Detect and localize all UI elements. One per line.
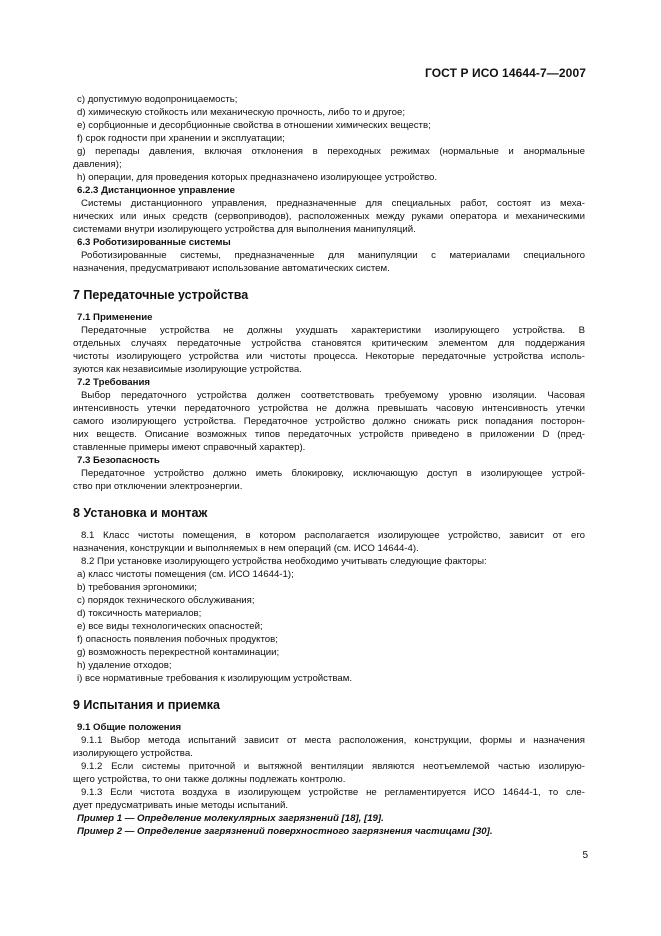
list-item: d) химическую стойкость или механическую прочность, либо то и другое; (77, 107, 406, 118)
list-item: a) класс чистоты помещения (см. ИСО 14644-1); (77, 569, 294, 580)
list-item: h) удаление отходов; (77, 660, 172, 671)
list-item: g) возможность перекрестной контаминации; (77, 647, 280, 658)
list-item: g) перепады давления, включая отклонения в переходных режимах (нормальные и анормальные (77, 146, 585, 157)
paragraph-line: Передаточное устройство должно иметь блокировку, исключающую доступ в изолирующее устрой- (81, 468, 585, 479)
paragraph-line: 8.1 Класс чистоты помещения, в котором располагается изолирующее устройство, зависит от его (81, 530, 585, 541)
paragraph-line: самого изолирующего устройства. Передаточное устройство должно снижать риск попадания посторон- (73, 416, 585, 427)
list-item: c) допустимую водопроницаемость; (77, 94, 238, 105)
list-item: h) операции, для проведения которых предназначено изолирующее устройство. (77, 172, 438, 183)
paragraph-line: Роботизированные системы, предназначенные для манипуляции с материалами специального (81, 250, 585, 261)
paragraph-line: 9.1.1 Выбор метода испытаний зависит от места расположения, конструкции, формы и назначения (81, 735, 585, 746)
paragraph-line: ство при отключении электроэнергии. (73, 481, 243, 492)
paragraph-line: отдельных случаях передаточные устройства становятся критическим элементом для поддержания (73, 338, 585, 349)
subsection-title-9-1: 9.1 Общие положения (77, 722, 182, 733)
paragraph-line: назначения, конструкции и выполняемых в нем операций (см. ИСО 14644-4). (73, 543, 419, 554)
section-title-9: 9 Испытания и приемка (73, 698, 220, 712)
paragraph-line: 8.2 При установке изолирующего устройства необходимо учитывать следующие факторы: (81, 556, 487, 567)
list-item: d) токсичность материалов; (77, 608, 202, 619)
paragraph-line: интенсивность утечки передаточного устройства не должна превышать часовую интенсивность утечки (73, 403, 585, 414)
paragraph-line: зуются как независимые изолирующие устройства. (73, 364, 302, 375)
document-header-id: ГОСТ Р ИСО 14644-7—2007 (424, 66, 586, 80)
subsection-title-6-3: 6.3 Роботизированные системы (77, 237, 231, 248)
example-1: Пример 1 — Определение молекулярных загрязнений [18], [19]. (77, 813, 384, 824)
list-item-continuation: давления); (73, 159, 122, 170)
subsection-title-7-2: 7.2 Требования (77, 377, 150, 388)
paragraph-line: 9.1.2 Если системы приточной и вытяжной вентиляции являются неотъемлемой частью изолирую- (81, 761, 585, 772)
paragraph-line: чистоты изолирующего устройства или чистоты процесса. Некоторые передаточные устройства исполь- (73, 351, 585, 362)
paragraph-line: назначения, предусматривают использование автоматических систем. (73, 263, 390, 274)
paragraph-line: системами внутри изолирующего устройства для выполнения манипуляций. (73, 224, 416, 235)
paragraph-line: дует предусматривать иные методы испытаний. (73, 800, 289, 811)
section-title-8: 8 Установка и монтаж (73, 506, 208, 520)
list-item: f) срок годности при хранении и эксплуатации; (77, 133, 285, 144)
paragraph-line: Выбор передаточного устройства должен соответствовать требуемому уровню изоляции. Часовая (81, 390, 585, 401)
list-item: b) требования эргономики; (77, 582, 197, 593)
subsection-title-6-2-3: 6.2.3 Дистанционное управление (77, 185, 235, 196)
document-body (73, 93, 585, 838)
paragraph-line: изолирующего устройства. (73, 748, 193, 759)
paragraph-line: них веществ. Описание возможных типов передаточных устройств приведено в приложении D (пред- (73, 429, 585, 440)
subsection-title-7-3: 7.3 Безопасность (77, 455, 160, 466)
list-item: e) все виды технологических опасностей; (77, 621, 263, 632)
subsection-title-7-1: 7.1 Применение (77, 312, 153, 323)
list-item: c) порядок технического обслуживания; (77, 595, 255, 606)
paragraph-line: ставленные примеры имеют справочный характер). (73, 442, 306, 453)
example-2: Пример 2 — Определение загрязнений поверхностного загрязнения частицами [30]. (77, 826, 493, 837)
section-title-7: 7 Передаточные устройства (73, 288, 249, 302)
paragraph-line: Передаточные устройства не должны ухудшать характеристики изолирующего устройства. В (81, 325, 585, 336)
paragraph-line: щего устройства, то они также должны подлежать контролю. (73, 774, 346, 785)
paragraph-line: Системы дистанционного управления, предназначенные для специальных работ, состоят из меха- (81, 198, 585, 209)
paragraph-line: нических или иных средств (сервоприводов), расположенных между руками оператора и механическими (73, 211, 585, 222)
list-item: e) сорбционные и десорбционные свойства в отношении химических веществ; (77, 120, 431, 131)
list-item: i) все нормативные требования к изолирующим устройствам. (77, 673, 353, 684)
page-number: 5 (582, 850, 588, 861)
list-item: f) опасность появления побочных продуктов; (77, 634, 278, 645)
paragraph-line: 9.1.3 Если чистота воздуха в изолирующем устройстве не регламентируется ИСО 14644-1, то сле- (81, 787, 585, 798)
